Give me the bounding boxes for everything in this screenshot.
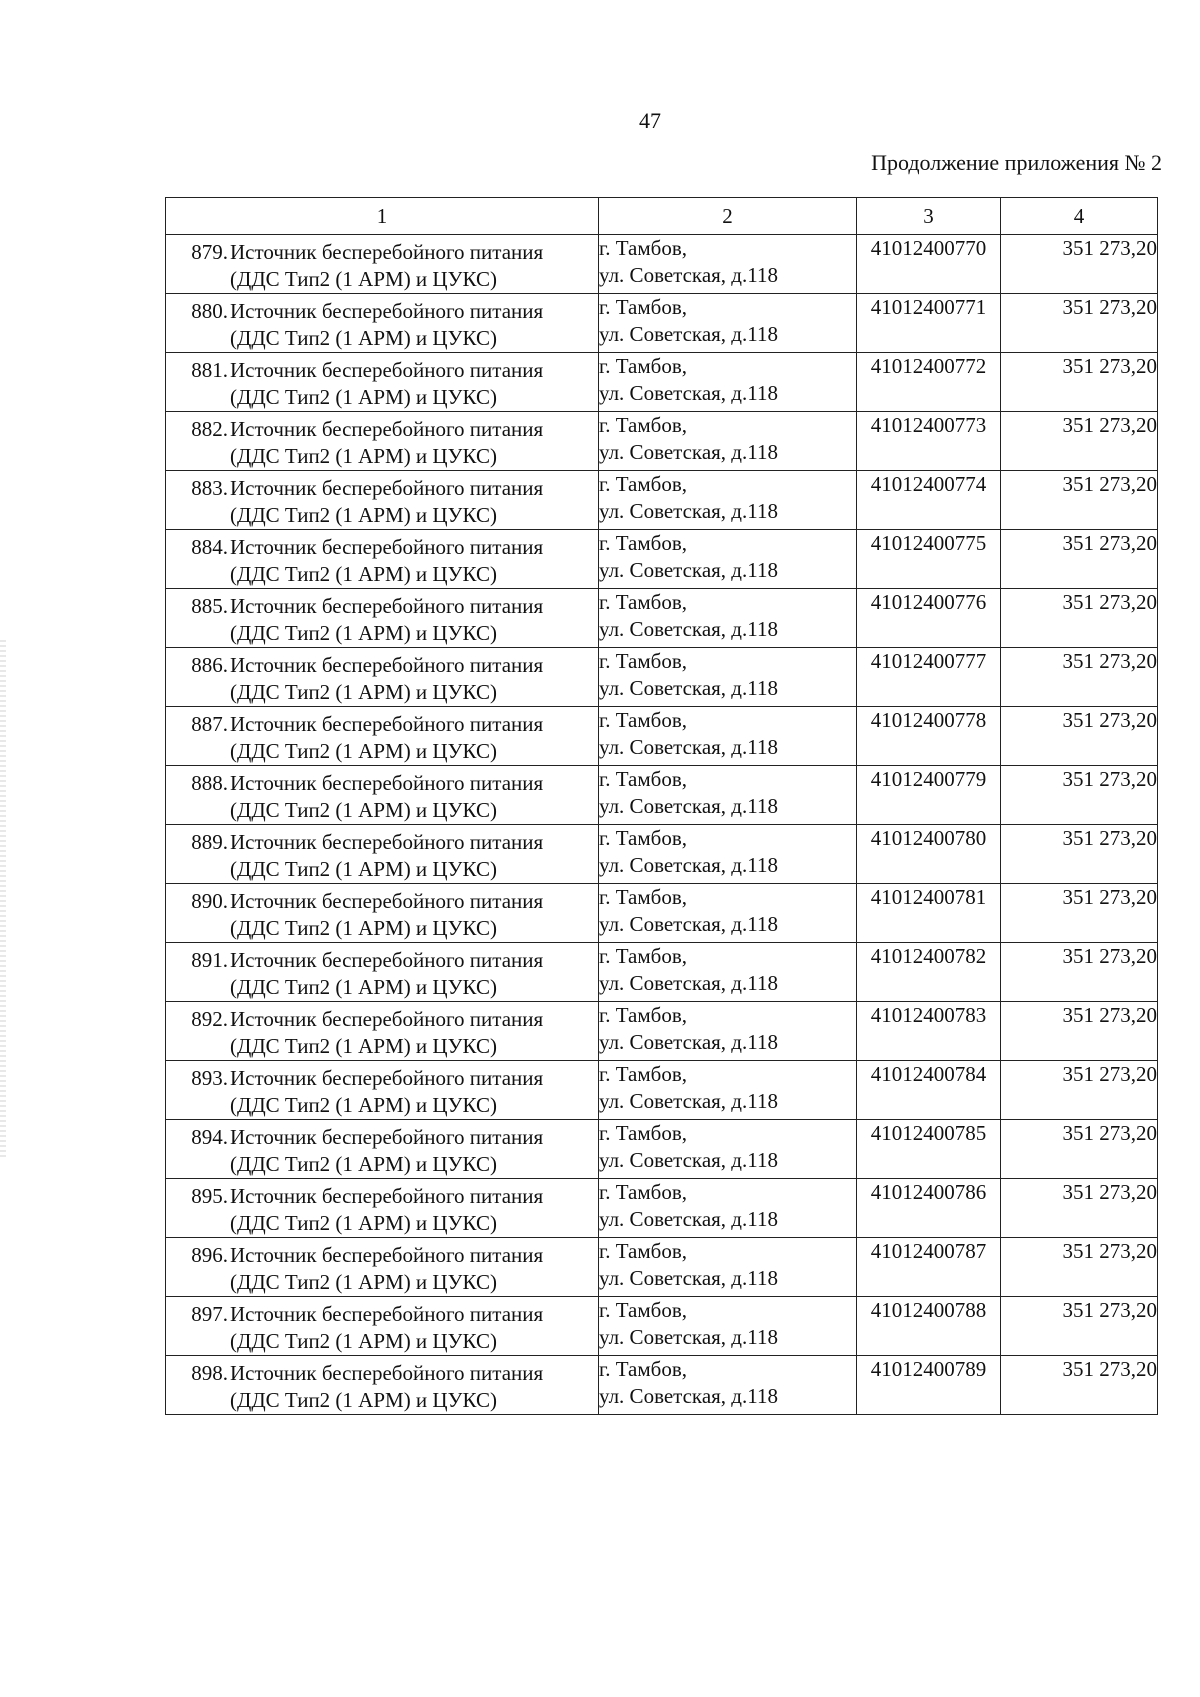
item-name-cell bbox=[166, 353, 599, 412]
address-city: г. Тамбов, bbox=[599, 1298, 688, 1322]
inventory-code: 41012400782 bbox=[857, 943, 1001, 1002]
item-name-cell bbox=[166, 884, 599, 943]
inventory-code: 41012400774 bbox=[857, 471, 1001, 530]
item-name-line-1: Источник бесперебойного питания bbox=[230, 594, 544, 618]
address-city: г. Тамбов, bbox=[599, 1180, 688, 1204]
address-cell bbox=[599, 825, 857, 884]
table-row bbox=[166, 530, 1158, 589]
address-street: ул. Советская, д.118 bbox=[599, 853, 778, 877]
item-name-line-2: (ДДС Тип2 (1 АРМ) и ЦУКС) bbox=[230, 1270, 497, 1294]
item-value: 351 273,20 bbox=[1001, 294, 1158, 353]
table-row bbox=[166, 1061, 1158, 1120]
address-city: г. Тамбов, bbox=[599, 767, 688, 791]
header-col-2: 2 bbox=[599, 198, 857, 235]
item-name bbox=[230, 888, 598, 942]
item-name-line-2: (ДДС Тип2 (1 АРМ) и ЦУКС) bbox=[230, 916, 497, 940]
address-cell bbox=[599, 884, 857, 943]
appendix-continuation-note: Продолжение приложения № 2 bbox=[871, 150, 1162, 175]
item-value: 351 273,20 bbox=[1001, 1356, 1158, 1415]
address-cell bbox=[599, 1356, 857, 1415]
item-name bbox=[230, 1065, 598, 1119]
address-cell bbox=[599, 648, 857, 707]
inventory-code: 41012400786 bbox=[857, 1179, 1001, 1238]
item-name-line-2: (ДДС Тип2 (1 АРМ) и ЦУКС) bbox=[230, 1211, 497, 1235]
item-number: 886. bbox=[191, 653, 228, 677]
item-name bbox=[230, 829, 598, 883]
table-row bbox=[166, 235, 1158, 294]
inventory-code: 41012400784 bbox=[857, 1061, 1001, 1120]
item-name-line-1: Источник бесперебойного питания bbox=[230, 948, 544, 972]
item-name-cell bbox=[166, 707, 599, 766]
address-city: г. Тамбов, bbox=[599, 1239, 688, 1263]
item-value: 351 273,20 bbox=[1001, 1179, 1158, 1238]
table-row bbox=[166, 648, 1158, 707]
item-name-cell bbox=[166, 1002, 599, 1061]
item-value: 351 273,20 bbox=[1001, 1061, 1158, 1120]
header-col-4: 4 bbox=[1001, 198, 1158, 235]
address-street: ул. Советская, д.118 bbox=[599, 263, 778, 287]
item-name bbox=[230, 711, 598, 765]
item-name bbox=[230, 1183, 598, 1237]
item-number: 882. bbox=[191, 417, 228, 441]
item-value: 351 273,20 bbox=[1001, 235, 1158, 294]
item-name bbox=[230, 770, 598, 824]
address-city: г. Тамбов, bbox=[599, 413, 688, 437]
item-name-line-1: Источник бесперебойного питания bbox=[230, 1361, 544, 1385]
address-street: ул. Советская, д.118 bbox=[599, 1148, 778, 1172]
item-name-line-1: Источник бесперебойного питания bbox=[230, 1125, 544, 1149]
item-name-line-2: (ДДС Тип2 (1 АРМ) и ЦУКС) bbox=[230, 385, 497, 409]
item-number: 894. bbox=[191, 1125, 228, 1149]
item-number: 884. bbox=[191, 535, 228, 559]
table-header bbox=[166, 198, 1158, 235]
inventory-code: 41012400789 bbox=[857, 1356, 1001, 1415]
item-name-line-2: (ДДС Тип2 (1 АРМ) и ЦУКС) bbox=[230, 680, 497, 704]
address-street: ул. Советская, д.118 bbox=[599, 676, 778, 700]
address-cell bbox=[599, 1002, 857, 1061]
address-street: ул. Советская, д.118 bbox=[599, 558, 778, 582]
item-number: 893. bbox=[191, 1066, 228, 1090]
address-cell bbox=[599, 766, 857, 825]
item-number: 888. bbox=[191, 771, 228, 795]
table-row bbox=[166, 943, 1158, 1002]
address-cell bbox=[599, 235, 857, 294]
table-row bbox=[166, 1238, 1158, 1297]
inventory-code: 41012400777 bbox=[857, 648, 1001, 707]
item-name-cell bbox=[166, 943, 599, 1002]
address-city: г. Тамбов, bbox=[599, 1121, 688, 1145]
item-number: 887. bbox=[191, 712, 228, 736]
table-row bbox=[166, 1179, 1158, 1238]
inventory-code: 41012400781 bbox=[857, 884, 1001, 943]
address-street: ул. Советская, д.118 bbox=[599, 1384, 778, 1408]
address-street: ул. Советская, д.118 bbox=[599, 499, 778, 523]
address-cell bbox=[599, 294, 857, 353]
item-name-cell bbox=[166, 1238, 599, 1297]
address-city: г. Тамбов, bbox=[599, 1062, 688, 1086]
item-name-cell bbox=[166, 1120, 599, 1179]
item-number: 885. bbox=[191, 594, 228, 618]
address-street: ул. Советская, д.118 bbox=[599, 1325, 778, 1349]
inventory-code: 41012400773 bbox=[857, 412, 1001, 471]
item-value: 351 273,20 bbox=[1001, 471, 1158, 530]
address-city: г. Тамбов, bbox=[599, 708, 688, 732]
item-number: 898. bbox=[191, 1361, 228, 1385]
item-name bbox=[230, 298, 598, 352]
item-name-line-1: Источник бесперебойного питания bbox=[230, 1007, 544, 1031]
item-name-line-1: Источник бесперебойного питания bbox=[230, 889, 544, 913]
item-value: 351 273,20 bbox=[1001, 1120, 1158, 1179]
item-value: 351 273,20 bbox=[1001, 766, 1158, 825]
address-cell bbox=[599, 707, 857, 766]
scan-edge-artifact bbox=[0, 640, 6, 1160]
item-number: 879. bbox=[191, 240, 228, 264]
item-name-line-2: (ДДС Тип2 (1 АРМ) и ЦУКС) bbox=[230, 1388, 497, 1412]
inventory-code: 41012400772 bbox=[857, 353, 1001, 412]
item-name-line-2: (ДДС Тип2 (1 АРМ) и ЦУКС) bbox=[230, 562, 497, 586]
address-cell bbox=[599, 353, 857, 412]
table-row bbox=[166, 825, 1158, 884]
item-number: 892. bbox=[191, 1007, 228, 1031]
item-value: 351 273,20 bbox=[1001, 1002, 1158, 1061]
item-value: 351 273,20 bbox=[1001, 648, 1158, 707]
address-cell bbox=[599, 1297, 857, 1356]
item-value: 351 273,20 bbox=[1001, 353, 1158, 412]
inventory-code: 41012400770 bbox=[857, 235, 1001, 294]
item-number: 889. bbox=[191, 830, 228, 854]
item-name-cell bbox=[166, 294, 599, 353]
item-number: 895. bbox=[191, 1184, 228, 1208]
item-name-cell bbox=[166, 589, 599, 648]
item-name-cell bbox=[166, 1356, 599, 1415]
item-name-line-1: Источник бесперебойного питания bbox=[230, 417, 544, 441]
address-city: г. Тамбов, bbox=[599, 531, 688, 555]
table-row bbox=[166, 1002, 1158, 1061]
address-city: г. Тамбов, bbox=[599, 236, 688, 260]
item-name-line-2: (ДДС Тип2 (1 АРМ) и ЦУКС) bbox=[230, 444, 497, 468]
address-street: ул. Советская, д.118 bbox=[599, 322, 778, 346]
address-city: г. Тамбов, bbox=[599, 295, 688, 319]
address-street: ул. Советская, д.118 bbox=[599, 381, 778, 405]
item-name bbox=[230, 1124, 598, 1178]
header-row bbox=[166, 198, 1158, 235]
item-value: 351 273,20 bbox=[1001, 1297, 1158, 1356]
table-body bbox=[166, 235, 1158, 1415]
item-name-line-1: Источник бесперебойного питания bbox=[230, 1243, 544, 1267]
item-name-line-2: (ДДС Тип2 (1 АРМ) и ЦУКС) bbox=[230, 621, 497, 645]
table-row bbox=[166, 294, 1158, 353]
item-value: 351 273,20 bbox=[1001, 412, 1158, 471]
inventory-code: 41012400787 bbox=[857, 1238, 1001, 1297]
inventory-code: 41012400783 bbox=[857, 1002, 1001, 1061]
item-name-line-1: Источник бесперебойного питания bbox=[230, 1066, 544, 1090]
item-name-line-2: (ДДС Тип2 (1 АРМ) и ЦУКС) bbox=[230, 267, 497, 291]
item-name bbox=[230, 239, 598, 293]
item-name-cell bbox=[166, 530, 599, 589]
address-street: ул. Советская, д.118 bbox=[599, 617, 778, 641]
item-number: 890. bbox=[191, 889, 228, 913]
address-cell bbox=[599, 1120, 857, 1179]
item-name-line-2: (ДДС Тип2 (1 АРМ) и ЦУКС) bbox=[230, 739, 497, 763]
item-name-cell bbox=[166, 766, 599, 825]
table-row bbox=[166, 353, 1158, 412]
item-number: 880. bbox=[191, 299, 228, 323]
item-value: 351 273,20 bbox=[1001, 825, 1158, 884]
property-table bbox=[165, 197, 1158, 1415]
address-street: ул. Советская, д.118 bbox=[599, 971, 778, 995]
item-name-line-1: Источник бесперебойного питания bbox=[230, 535, 544, 559]
item-name bbox=[230, 947, 598, 1001]
item-value: 351 273,20 bbox=[1001, 530, 1158, 589]
item-name bbox=[230, 593, 598, 647]
address-street: ул. Советская, д.118 bbox=[599, 1207, 778, 1231]
address-street: ул. Советская, д.118 bbox=[599, 794, 778, 818]
item-number: 891. bbox=[191, 948, 228, 972]
header-col-1: 1 bbox=[166, 198, 599, 235]
address-city: г. Тамбов, bbox=[599, 826, 688, 850]
inventory-code: 41012400780 bbox=[857, 825, 1001, 884]
item-number: 881. bbox=[191, 358, 228, 382]
address-city: г. Тамбов, bbox=[599, 944, 688, 968]
address-cell bbox=[599, 1061, 857, 1120]
item-number: 883. bbox=[191, 476, 228, 500]
page-number: 47 bbox=[639, 108, 661, 133]
item-name-cell bbox=[166, 412, 599, 471]
item-name-line-1: Источник бесперебойного питания bbox=[230, 299, 544, 323]
item-name-cell bbox=[166, 1297, 599, 1356]
address-city: г. Тамбов, bbox=[599, 649, 688, 673]
item-name-cell bbox=[166, 648, 599, 707]
address-cell bbox=[599, 1238, 857, 1297]
item-name bbox=[230, 1242, 598, 1296]
table-row bbox=[166, 707, 1158, 766]
item-number: 897. bbox=[191, 1302, 228, 1326]
item-name bbox=[230, 1360, 598, 1414]
address-cell bbox=[599, 530, 857, 589]
address-city: г. Тамбов, bbox=[599, 1003, 688, 1027]
item-name-line-1: Источник бесперебойного питания bbox=[230, 1302, 544, 1326]
item-name bbox=[230, 652, 598, 706]
inventory-code: 41012400779 bbox=[857, 766, 1001, 825]
table-row bbox=[166, 412, 1158, 471]
item-name bbox=[230, 475, 598, 529]
item-name-line-2: (ДДС Тип2 (1 АРМ) и ЦУКС) bbox=[230, 975, 497, 999]
item-name bbox=[230, 534, 598, 588]
address-cell bbox=[599, 1179, 857, 1238]
table-row bbox=[166, 884, 1158, 943]
item-name-line-1: Источник бесперебойного питания bbox=[230, 653, 544, 677]
table-row bbox=[166, 766, 1158, 825]
address-cell bbox=[599, 471, 857, 530]
item-name-line-1: Источник бесперебойного питания bbox=[230, 476, 544, 500]
address-street: ул. Советская, д.118 bbox=[599, 1030, 778, 1054]
item-name-line-1: Источник бесперебойного питания bbox=[230, 830, 544, 854]
item-value: 351 273,20 bbox=[1001, 589, 1158, 648]
inventory-code: 41012400788 bbox=[857, 1297, 1001, 1356]
item-name bbox=[230, 1301, 598, 1355]
address-city: г. Тамбов, bbox=[599, 354, 688, 378]
item-name-line-1: Источник бесперебойного питания bbox=[230, 712, 544, 736]
table-row bbox=[166, 1297, 1158, 1356]
address-city: г. Тамбов, bbox=[599, 590, 688, 614]
table-row bbox=[166, 1356, 1158, 1415]
item-value: 351 273,20 bbox=[1001, 1238, 1158, 1297]
table-row bbox=[166, 471, 1158, 530]
address-street: ул. Советская, д.118 bbox=[599, 735, 778, 759]
item-name-line-2: (ДДС Тип2 (1 АРМ) и ЦУКС) bbox=[230, 326, 497, 350]
address-street: ул. Советская, д.118 bbox=[599, 440, 778, 464]
item-name-cell bbox=[166, 1179, 599, 1238]
item-name-cell bbox=[166, 235, 599, 294]
inventory-code: 41012400778 bbox=[857, 707, 1001, 766]
address-street: ул. Советская, д.118 bbox=[599, 912, 778, 936]
item-name-line-2: (ДДС Тип2 (1 АРМ) и ЦУКС) bbox=[230, 1093, 497, 1117]
table-row bbox=[166, 589, 1158, 648]
item-name-line-2: (ДДС Тип2 (1 АРМ) и ЦУКС) bbox=[230, 798, 497, 822]
item-name-line-2: (ДДС Тип2 (1 АРМ) и ЦУКС) bbox=[230, 1034, 497, 1058]
item-value: 351 273,20 bbox=[1001, 943, 1158, 1002]
item-name bbox=[230, 357, 598, 411]
item-name-line-2: (ДДС Тип2 (1 АРМ) и ЦУКС) bbox=[230, 1329, 497, 1353]
address-city: г. Тамбов, bbox=[599, 1357, 688, 1381]
item-name-line-1: Источник бесперебойного питания bbox=[230, 358, 544, 382]
item-name-cell bbox=[166, 825, 599, 884]
item-name bbox=[230, 416, 598, 470]
item-name-line-1: Источник бесперебойного питания bbox=[230, 771, 544, 795]
address-city: г. Тамбов, bbox=[599, 472, 688, 496]
address-street: ул. Советская, д.118 bbox=[599, 1089, 778, 1113]
inventory-code: 41012400775 bbox=[857, 530, 1001, 589]
address-cell bbox=[599, 943, 857, 1002]
item-name-line-2: (ДДС Тип2 (1 АРМ) и ЦУКС) bbox=[230, 1152, 497, 1176]
inventory-code: 41012400776 bbox=[857, 589, 1001, 648]
address-street: ул. Советская, д.118 bbox=[599, 1266, 778, 1290]
item-name-cell bbox=[166, 1061, 599, 1120]
inventory-code: 41012400785 bbox=[857, 1120, 1001, 1179]
item-name-line-1: Источник бесперебойного питания bbox=[230, 1184, 544, 1208]
item-name-line-2: (ДДС Тип2 (1 АРМ) и ЦУКС) bbox=[230, 503, 497, 527]
item-name-line-2: (ДДС Тип2 (1 АРМ) и ЦУКС) bbox=[230, 857, 497, 881]
item-value: 351 273,20 bbox=[1001, 884, 1158, 943]
item-name-line-1: Источник бесперебойного питания bbox=[230, 240, 544, 264]
address-cell bbox=[599, 589, 857, 648]
item-number: 896. bbox=[191, 1243, 228, 1267]
table-row bbox=[166, 1120, 1158, 1179]
item-value: 351 273,20 bbox=[1001, 707, 1158, 766]
header-col-3: 3 bbox=[857, 198, 1001, 235]
item-name-cell bbox=[166, 471, 599, 530]
address-city: г. Тамбов, bbox=[599, 885, 688, 909]
inventory-code: 41012400771 bbox=[857, 294, 1001, 353]
address-cell bbox=[599, 412, 857, 471]
item-name bbox=[230, 1006, 598, 1060]
